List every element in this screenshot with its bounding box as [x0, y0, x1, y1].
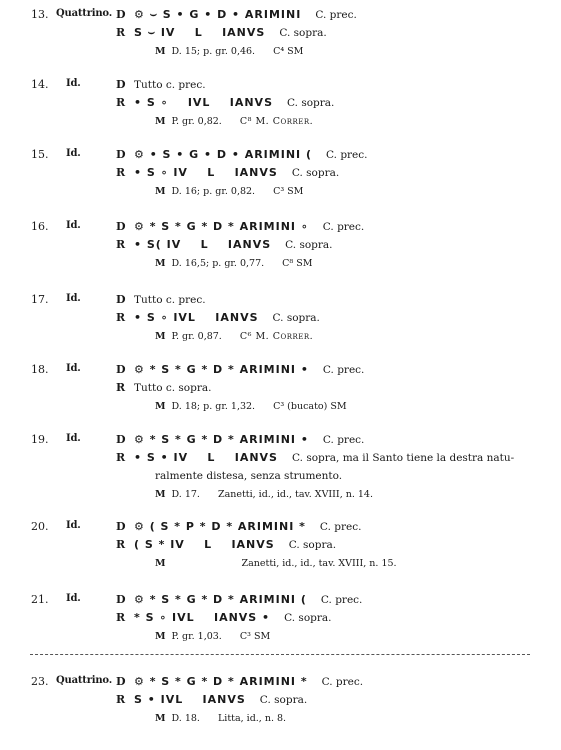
- entry-metadata: [155, 46, 303, 57]
- collection-reference: C⁸ SM: [282, 258, 313, 269]
- obverse-description: C. prec.: [325, 149, 368, 161]
- reverse-description: C. sopra.: [284, 612, 332, 624]
- obverse-symbol: D: [116, 520, 126, 533]
- obverse-description: Tutto c. prec.: [134, 294, 206, 306]
- metal-mark: M: [155, 631, 166, 642]
- reverse-description: C. sopra.: [272, 312, 320, 324]
- metal-mark: M: [155, 46, 166, 57]
- entry-number: 14.: [31, 78, 49, 91]
- collection-reference: C⁴ SM: [273, 46, 304, 57]
- entry-metadata: [155, 186, 303, 197]
- entry-number: 13.: [31, 8, 49, 21]
- collection-reference: C⁸ M. Correr.: [239, 116, 314, 127]
- measurements: D. 17.: [171, 489, 200, 500]
- measurements: P. gr. 1,03.: [171, 631, 222, 642]
- obverse-symbol: D: [116, 78, 126, 91]
- coin-type: Id.: [66, 593, 81, 604]
- obverse-line: [116, 220, 364, 233]
- obverse-description: C. prec.: [322, 434, 365, 446]
- collection-reference: C³ (bucato) SM: [273, 401, 347, 412]
- metal-mark: M: [155, 116, 166, 127]
- reverse-symbol: R: [116, 611, 126, 624]
- reverse-line: [116, 538, 336, 551]
- reverse-symbol: R: [116, 451, 126, 464]
- reverse-description: C. sopra.: [279, 27, 327, 39]
- obverse-line: [116, 8, 357, 22]
- entry-metadata: [155, 713, 286, 724]
- obverse-symbol: D: [116, 293, 126, 306]
- reverse-symbol: R: [116, 26, 126, 39]
- collection-reference: C³ SM: [273, 186, 304, 197]
- entry-metadata: [155, 631, 270, 642]
- measurements: D. 18.: [171, 713, 200, 724]
- obverse-description: C. prec.: [322, 221, 365, 233]
- entry-number: 15.: [31, 148, 49, 161]
- obverse-description: C. prec.: [315, 9, 357, 21]
- entry-metadata: [155, 558, 397, 569]
- reverse-symbol: R: [116, 381, 126, 394]
- metal-mark: M: [155, 186, 166, 197]
- obverse-line: [116, 78, 206, 91]
- collection-reference: C³ SM: [239, 631, 271, 642]
- entry-number: 18.: [31, 363, 49, 376]
- reverse-line: [116, 611, 331, 624]
- obverse-legend: ⚙ • S • G • D • ARIMINI (: [134, 148, 312, 161]
- reverse-legend: * S ∘ IVL IANVS •: [134, 611, 271, 624]
- obverse-line: [116, 293, 206, 306]
- reverse-legend: S ⌣ IV L IANVS: [134, 26, 266, 39]
- reverse-legend: • S ∘ IV L IANVS: [134, 166, 278, 179]
- reverse-legend: • S ∘ IVL IANVS: [134, 96, 273, 109]
- reverse-line: [116, 693, 307, 706]
- metal-mark: M: [155, 558, 166, 569]
- coin-type: Id.: [66, 148, 81, 159]
- coin-type: Id.: [66, 363, 81, 374]
- collection-reference: Litta, id., n. 8.: [217, 713, 287, 724]
- reverse-symbol: R: [116, 311, 126, 324]
- metal-mark: M: [155, 489, 166, 500]
- entry-metadata: [155, 401, 347, 412]
- obverse-description: C. prec.: [319, 521, 362, 533]
- obverse-line: [116, 148, 368, 161]
- measurements: D. 18; p. gr. 1,32.: [171, 401, 256, 412]
- obverse-symbol: D: [116, 8, 126, 21]
- obverse-line: [116, 433, 364, 446]
- obverse-legend: ⚙ * S * G * D * ARIMINI •: [134, 433, 309, 446]
- reverse-line: [116, 96, 334, 109]
- obverse-legend: ⚙ * S * G * D * ARIMINI (: [134, 593, 307, 606]
- reverse-symbol: R: [116, 693, 126, 706]
- reverse-line: [116, 26, 327, 40]
- obverse-symbol: D: [116, 593, 126, 606]
- entry-number: 17.: [31, 293, 49, 306]
- reverse-legend: S • IVL IANVS: [134, 693, 246, 706]
- obverse-line: [116, 363, 364, 376]
- obverse-symbol: D: [116, 433, 126, 446]
- entry-number: 20.: [31, 520, 49, 533]
- obverse-legend: ⚙ * S * G * D * ARIMINI •: [134, 363, 309, 376]
- reverse-legend: • S • IV L IANVS: [134, 451, 278, 464]
- entry-metadata: [155, 489, 373, 500]
- measurements: D. 16; p. gr. 0,82.: [171, 186, 256, 197]
- reverse-line: [116, 381, 211, 394]
- obverse-symbol: D: [116, 675, 126, 688]
- metal-mark: M: [155, 331, 166, 342]
- measurements: P. gr. 0,87.: [171, 331, 222, 342]
- obverse-legend: ⚙ ( S * P * D * ARIMINI *: [134, 520, 306, 533]
- collection-reference: C⁶ M. Correr.: [239, 331, 314, 342]
- reverse-legend: • S( IV L IANVS: [134, 238, 272, 251]
- reverse-symbol: R: [116, 538, 126, 551]
- obverse-symbol: D: [116, 148, 126, 161]
- entry-metadata: [155, 331, 313, 342]
- reverse-description: C. sopra, ma il Santo tiene la destra natu-: [291, 452, 515, 464]
- coin-type: Id.: [66, 433, 81, 444]
- metal-mark: M: [155, 713, 166, 724]
- reverse-symbol: R: [116, 238, 126, 251]
- coin-type: Id.: [66, 520, 81, 531]
- obverse-description: C. prec.: [320, 594, 363, 606]
- obverse-symbol: D: [116, 220, 126, 233]
- entry-number: 19.: [31, 433, 49, 446]
- reverse-description: C. sopra.: [288, 539, 337, 551]
- obverse-legend: ⚙ * S * G * D * ARIMINI ∘: [134, 220, 309, 233]
- obverse-line: [116, 520, 361, 533]
- obverse-description: Tutto c. prec.: [134, 79, 206, 91]
- reverse-symbol: R: [116, 96, 126, 109]
- reverse-description: C. sopra.: [285, 239, 333, 251]
- metal-mark: M: [155, 258, 166, 269]
- metal-mark: M: [155, 401, 166, 412]
- reverse-legend: • S ∘ IVL IANVS: [134, 311, 259, 324]
- entry-metadata: [155, 258, 312, 269]
- obverse-legend: ⚙ * S * G * D * ARIMINI *: [134, 675, 308, 688]
- coin-type: Quattrino.: [56, 8, 113, 19]
- measurements: D. 16,5; p. gr. 0,77.: [171, 258, 265, 269]
- obverse-line: [116, 675, 363, 688]
- reverse-legend: ( S * IV L IANVS: [134, 538, 275, 551]
- reverse-description: Tutto c. sopra.: [134, 382, 212, 394]
- reverse-line: [116, 166, 339, 179]
- measurements: D. 15; p. gr. 0,46.: [171, 46, 256, 57]
- reverse-line: [116, 451, 514, 464]
- collection-reference: Zanetti, id., id., tav. XVIII, n. 15.: [241, 558, 397, 569]
- reverse-description: C. sopra.: [291, 167, 340, 179]
- reverse-line: [116, 238, 333, 251]
- section-divider: [30, 654, 530, 655]
- reverse-description: C. sopra.: [259, 694, 308, 706]
- obverse-description: C. prec.: [322, 364, 365, 376]
- coin-type: Id.: [66, 293, 81, 304]
- coin-type: Id.: [66, 220, 81, 231]
- entry-number: 21.: [31, 593, 49, 606]
- reverse-symbol: R: [116, 166, 126, 179]
- obverse-line: [116, 593, 362, 606]
- reverse-description: C. sopra.: [287, 97, 335, 109]
- reverse-line: [116, 311, 320, 324]
- entry-metadata: [155, 116, 313, 127]
- reverse-description-continued: ralmente distesa, senza strumento.: [155, 470, 343, 482]
- obverse-symbol: D: [116, 363, 126, 376]
- entry-number: 16.: [31, 220, 49, 233]
- coin-type: Quattrino.: [56, 675, 113, 686]
- obverse-legend: ⚙ ⌣ S • G • D • ARIMINI: [134, 8, 302, 21]
- obverse-description: C. prec.: [321, 676, 364, 688]
- collection-reference: Zanetti, id., id., tav. XVIII, n. 14.: [217, 489, 373, 500]
- coin-type: Id.: [66, 78, 81, 89]
- entry-number: 23.: [31, 675, 49, 688]
- measurements: P. gr. 0,82.: [171, 116, 222, 127]
